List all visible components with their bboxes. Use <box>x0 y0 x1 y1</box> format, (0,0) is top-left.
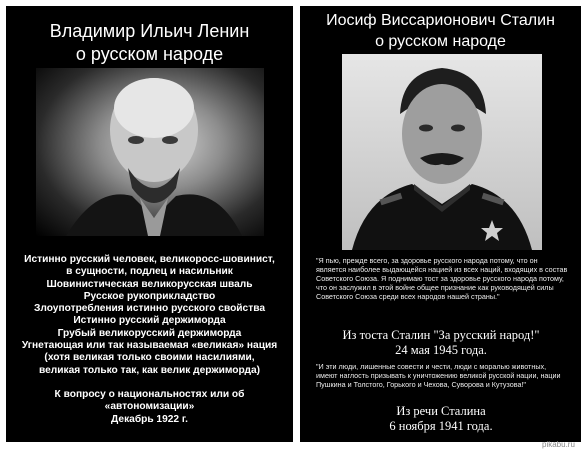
stalin-title-subtitle: о русском народе <box>375 33 506 50</box>
lenin-line: Истинно русский человек, великоросс-шовинист, <box>24 254 275 265</box>
lenin-line: Угнетающая или так называемая «великая» нация <box>21 340 278 352</box>
lenin-panel <box>6 6 293 442</box>
stalin-toast-quote: "Я пью, прежде всего, за здоровье русского народа потому, что он является наиболее выдающейся нацией из всех наций, входящих в состав Советского Союза. Я поднимаю тост за здоровье русского народа потому, что он заслужил в этой войне общее признание как руководящей силы Советского Союза среди всех народов нашей страны." <box>316 256 568 301</box>
lenin-source: К вопросу о национальностях или об <box>54 388 245 400</box>
stalin-toast-date: 24 мая 1945 года. <box>395 343 487 357</box>
stalin-portrait-drawing <box>342 54 542 250</box>
lenin-title <box>6 20 293 66</box>
lenin-quotes <box>14 254 285 426</box>
lenin-line: Грубый великорусский держиморда <box>57 327 242 339</box>
stalin-speech-source: Из речи Сталина <box>396 404 486 418</box>
lenin-line: в сущности, подлец и насильник <box>66 266 233 278</box>
stalin-toast-caption <box>310 328 572 358</box>
lenin-source-date: Декабрь 1922 г. <box>111 413 188 425</box>
lenin-line: Русское рукоприкладство <box>83 290 216 302</box>
lenin-line: (хотя великая только своими насилиями, <box>44 352 255 364</box>
stalin-panel <box>300 6 581 442</box>
lenin-title-subtitle: о русском народе <box>75 44 224 64</box>
stalin-portrait <box>342 54 542 250</box>
lenin-line: Истинно русский держиморда <box>73 315 226 327</box>
lenin-source: «автономизации» <box>104 401 195 413</box>
stalin-speech-caption <box>310 404 572 434</box>
stalin-speech-date: 6 ноября 1941 года. <box>389 419 493 433</box>
site-watermark: pikabu.ru <box>542 440 575 449</box>
stalin-toast-source: Из тоста Сталин "За русский народ!" <box>342 328 540 342</box>
stalin-speech-quote: "И эти люди, лишенные совести и чести, люди с моралью животных, имеют наглость призывать к уничтожению великой русской нации, нации Пушкина и Толстого, Горького и Чехова, Суворова и Кутузова!" <box>316 362 561 389</box>
stalin-title-name: Иосиф Виссарионович Сталин <box>326 12 555 29</box>
lenin-line: Злоупотребления истинно русского свойства <box>33 303 266 315</box>
stalin-title <box>300 10 581 52</box>
lenin-title-name: Владимир Ильич Ленин <box>49 21 250 41</box>
lenin-portrait-drawing <box>36 68 264 236</box>
lenin-line: Шовинистическая великорусская шваль <box>46 278 253 290</box>
lenin-line: великая только так, как велик держиморда) <box>38 364 261 376</box>
lenin-portrait <box>36 68 264 236</box>
